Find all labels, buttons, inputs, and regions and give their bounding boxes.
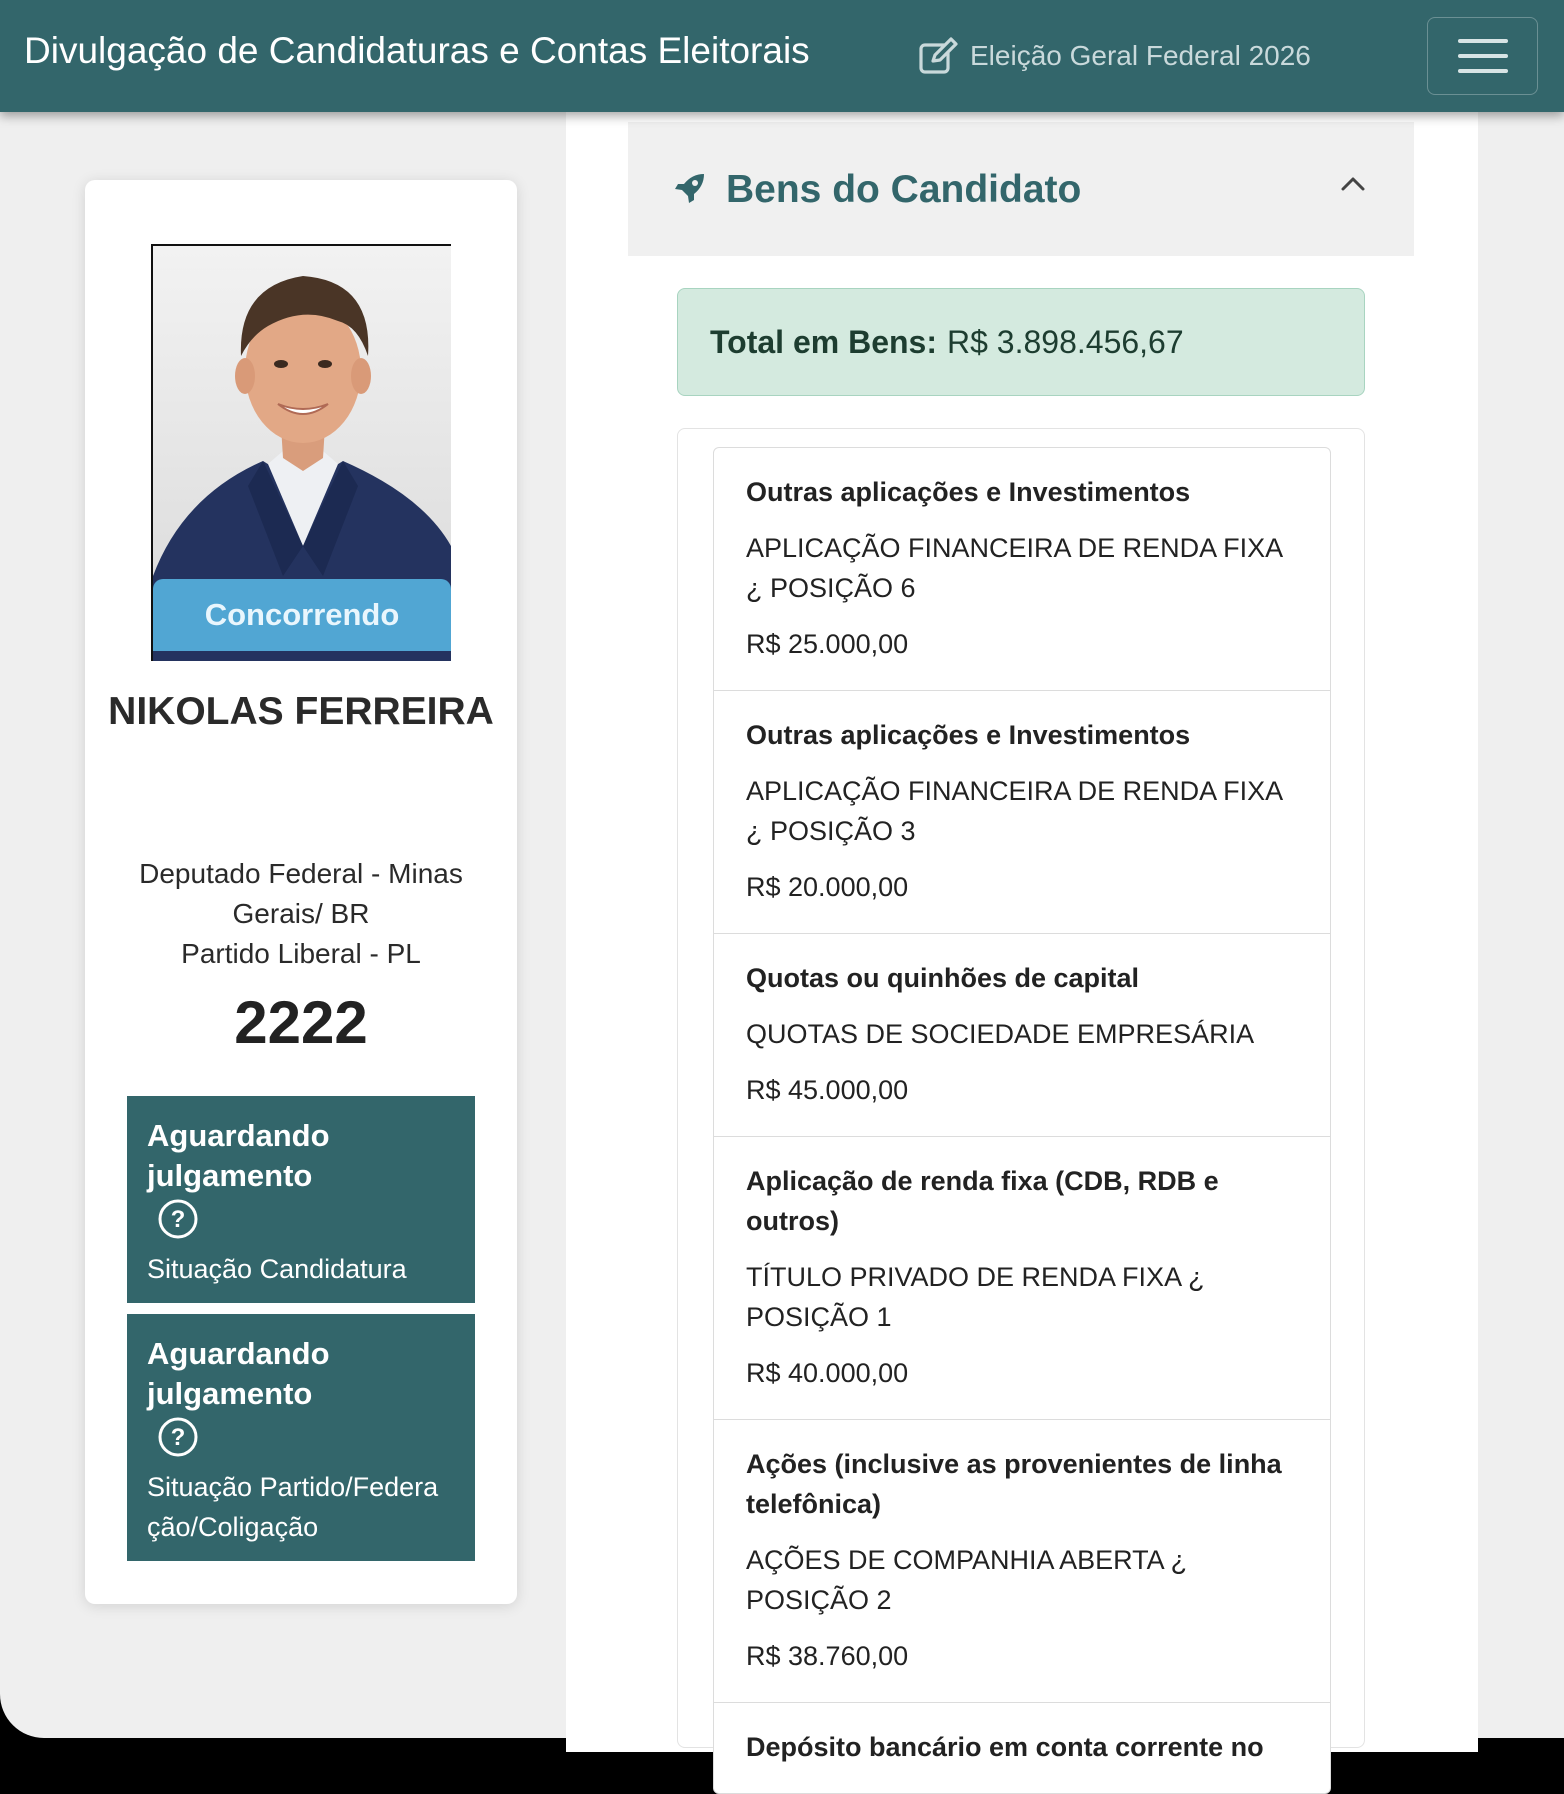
list-item: [714, 933, 1330, 1136]
total-assets-box: [677, 288, 1365, 396]
hamburger-menu-icon: [1458, 36, 1508, 76]
candidate-party: Partido Liberal - PL: [181, 938, 421, 969]
asset-value: R$ 25.000,00: [746, 629, 909, 659]
status-label: Situação Candidatura: [147, 1254, 407, 1284]
assets-list: [713, 447, 1331, 1794]
svg-text:?: ?: [170, 1424, 186, 1451]
asset-description: AÇÕES DE COMPANHIA ABERTA ¿ POSIÇÃO 2: [746, 1545, 1188, 1615]
candidate-profile-card: [85, 180, 517, 1604]
asset-category: Outras aplicações e Investimentos: [746, 720, 1191, 750]
app-title[interactable]: Divulgação de Candidaturas e Contas Eleitorais: [24, 30, 810, 71]
asset-description: APLICAÇÃO FINANCEIRA DE RENDA FIXA ¿ POSIÇÃO 3: [746, 776, 1282, 846]
list-item: [714, 690, 1330, 933]
asset-category: Aplicação de renda fixa (CDB, RDB e outros): [746, 1166, 1219, 1236]
rocket-icon: [674, 172, 706, 204]
list-item: [714, 1136, 1330, 1419]
top-navbar: [0, 0, 1564, 112]
asset-category: Depósito bancário em conta corrente no: [746, 1732, 1264, 1762]
section-title: Bens do Candidato: [726, 168, 1082, 211]
asset-value: R$ 20.000,00: [746, 872, 909, 902]
assets-section-header[interactable]: [628, 122, 1414, 256]
candidate-photo: [151, 244, 451, 661]
status-label: Situação Partido/Federação/Coligação: [147, 1472, 439, 1542]
asset-description: QUOTAS DE SOCIEDADE EMPRESÁRIA: [746, 1019, 1255, 1049]
total-label: Total em Bens:: [710, 323, 937, 360]
election-selector[interactable]: [918, 32, 1311, 80]
list-item: [714, 448, 1330, 690]
asset-value: R$ 45.000,00: [746, 1075, 909, 1105]
status-title: Aguardando julgamento: [147, 1336, 330, 1411]
election-label: Eleição Geral Federal 2026: [970, 40, 1311, 71]
candidacy-status-box: [127, 1096, 475, 1303]
menu-toggle-button[interactable]: [1427, 17, 1538, 95]
total-value: R$ 3.898.456,67: [947, 323, 1184, 360]
candidate-number: 2222: [234, 989, 368, 1056]
list-item: [714, 1419, 1330, 1702]
candidacy-status-ribbon: Concorrendo: [153, 579, 451, 651]
chevron-up-icon[interactable]: [1340, 176, 1366, 192]
party-status-box: [127, 1314, 475, 1561]
asset-category: Outras aplicações e Investimentos: [746, 477, 1191, 507]
question-circle-icon[interactable]: [157, 1416, 199, 1458]
asset-value: R$ 38.760,00: [746, 1641, 909, 1671]
candidate-office: Deputado Federal - Minas Gerais/ BR: [139, 858, 463, 929]
candidate-name: NIKOLAS FERREIRA: [108, 690, 494, 733]
list-item: [714, 1702, 1330, 1793]
status-title: Aguardando julgamento: [147, 1118, 330, 1193]
assets-container: [677, 428, 1365, 1762]
asset-description: TÍTULO PRIVADO DE RENDA FIXA ¿ POSIÇÃO 1: [746, 1262, 1205, 1332]
asset-category: Ações (inclusive as provenientes de linha telefônica): [746, 1449, 1282, 1519]
asset-description: APLICAÇÃO FINANCEIRA DE RENDA FIXA ¿ POSIÇÃO 6: [746, 533, 1282, 603]
edit-icon: [918, 36, 958, 76]
question-circle-icon[interactable]: [157, 1198, 199, 1240]
svg-text:?: ?: [170, 1206, 186, 1233]
asset-value: R$ 40.000,00: [746, 1358, 909, 1388]
asset-category: Quotas ou quinhões de capital: [746, 963, 1140, 993]
